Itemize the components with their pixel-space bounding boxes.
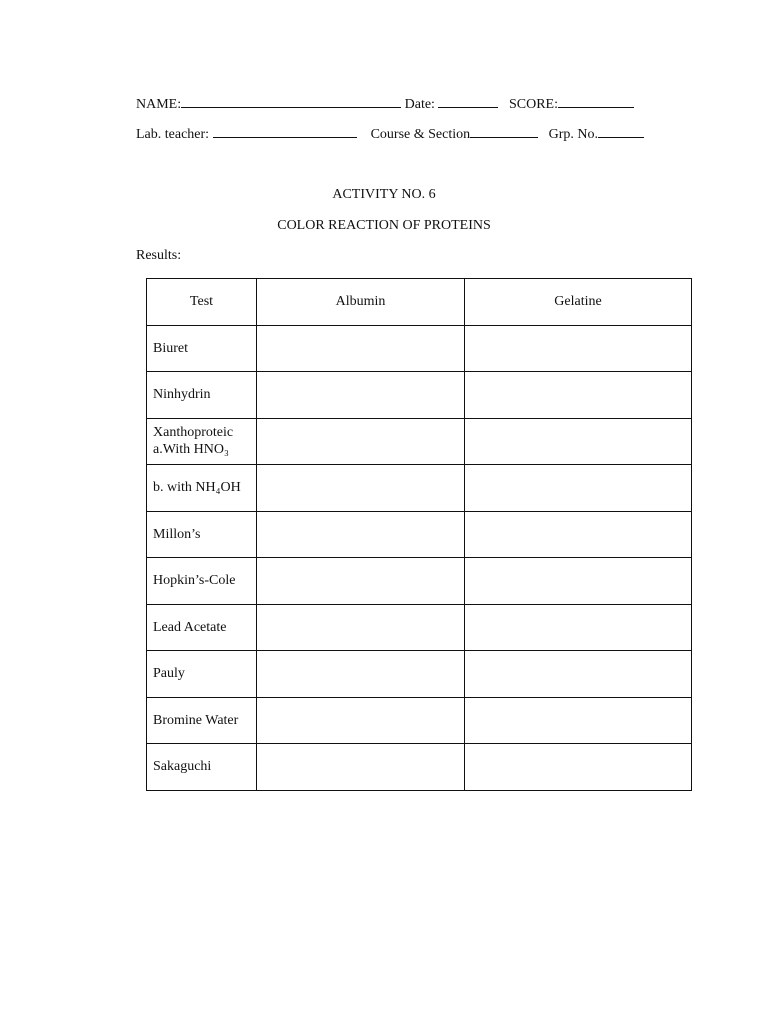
results-label: Results:	[136, 248, 182, 263]
header-line-2	[136, 124, 644, 144]
test-name-cell	[147, 418, 257, 465]
table-row	[147, 465, 692, 512]
name-field[interactable]	[181, 94, 401, 108]
table-row	[147, 744, 692, 791]
score-field[interactable]	[558, 94, 634, 108]
test-name: b. with NH₄OH	[147, 465, 257, 512]
table-row	[147, 511, 692, 558]
albumin-result-cell[interactable]	[257, 511, 465, 558]
score-label: SCORE:	[508, 97, 558, 112]
table-row	[147, 604, 692, 651]
test-name: Biuret	[147, 325, 257, 372]
activity-title: COLOR REACTION OF PROTEINS	[277, 218, 491, 233]
lab-teacher-field[interactable]	[213, 124, 357, 138]
albumin-result-cell[interactable]	[257, 604, 465, 651]
gelatine-result-cell[interactable]	[465, 744, 692, 791]
test-name: Bromine Water	[147, 697, 257, 744]
albumin-result-cell[interactable]	[257, 697, 465, 744]
test-name: Ninhydrin	[147, 372, 257, 419]
date-field[interactable]	[438, 94, 498, 108]
gelatine-result-cell[interactable]	[465, 325, 692, 372]
gelatine-result-cell[interactable]	[465, 511, 692, 558]
activity-number: ACTIVITY NO. 6	[332, 187, 436, 202]
test-name: Pauly	[147, 651, 257, 698]
test-name: Sakaguchi	[147, 744, 257, 791]
test-name: Millon’s	[147, 511, 257, 558]
albumin-result-cell[interactable]	[257, 418, 465, 465]
albumin-result-cell[interactable]	[257, 651, 465, 698]
test-name: Lead Acetate	[147, 604, 257, 651]
albumin-result-cell[interactable]	[257, 372, 465, 419]
table-row	[147, 558, 692, 605]
gelatine-result-cell[interactable]	[465, 604, 692, 651]
course-section-label: Course & Section	[370, 127, 471, 142]
lab-teacher-label: Lab. teacher:	[136, 127, 210, 142]
test-name: Hopkin’s-Cole	[147, 558, 257, 605]
albumin-result-cell[interactable]	[257, 558, 465, 605]
column-header-test: Test	[147, 279, 257, 326]
course-section-field[interactable]	[470, 124, 538, 138]
table-row	[147, 651, 692, 698]
table-header-row	[147, 279, 692, 326]
results-table	[146, 278, 692, 791]
gelatine-result-cell[interactable]	[465, 697, 692, 744]
table-row	[147, 372, 692, 419]
albumin-result-cell[interactable]	[257, 325, 465, 372]
table-row	[147, 325, 692, 372]
test-name: Xanthoproteic	[153, 425, 234, 441]
column-header-albumin: Albumin	[257, 279, 465, 326]
gelatine-result-cell[interactable]	[465, 651, 692, 698]
table-row	[147, 697, 692, 744]
gelatine-result-cell[interactable]	[465, 465, 692, 512]
gelatine-result-cell[interactable]	[465, 418, 692, 465]
albumin-result-cell[interactable]	[257, 744, 465, 791]
gelatine-result-cell[interactable]	[465, 372, 692, 419]
grp-no-label: Grp. No.	[548, 127, 598, 142]
header-line-1	[136, 94, 634, 114]
column-header-gelatine: Gelatine	[465, 279, 692, 326]
test-name-sub: a.With HNO₃	[153, 442, 229, 458]
table-row	[147, 418, 692, 465]
albumin-result-cell[interactable]	[257, 465, 465, 512]
date-label: Date:	[404, 97, 435, 112]
grp-no-field[interactable]	[598, 124, 644, 138]
gelatine-result-cell[interactable]	[465, 558, 692, 605]
name-label: NAME:	[136, 97, 182, 112]
